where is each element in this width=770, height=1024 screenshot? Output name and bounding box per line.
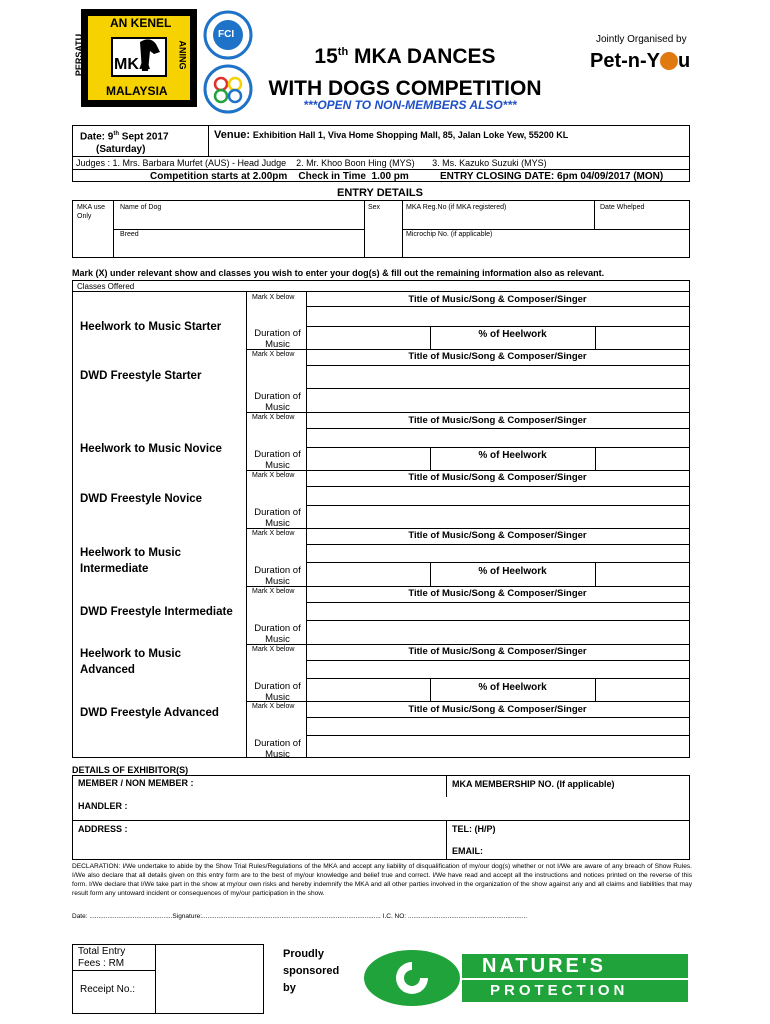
natures-protection-logo <box>362 948 692 1008</box>
member-field: MEMBER / NON MEMBER : <box>78 778 194 788</box>
duration-label: Duration of Music <box>254 623 301 645</box>
address-field: ADDRESS : <box>78 824 128 834</box>
open-note: ***OPEN TO NON-MEMBERS ALSO*** <box>303 98 517 112</box>
pct-heelwork-label: % of Heelwork <box>478 450 547 461</box>
class-heelwork-novice: Heelwork to Music Novice <box>80 443 222 455</box>
mark-x-label: Mark X below <box>252 703 295 710</box>
mka-logo-left-text: PERSATU <box>74 33 85 77</box>
pct-heelwork-label: % of Heelwork <box>478 682 547 693</box>
competition-start: Competition starts at 2.00pm Check in Time 1.00 pm <box>150 171 409 182</box>
sex-label: Sex <box>368 204 381 211</box>
mark-x-label: Mark X below <box>252 294 295 301</box>
handler-field: HANDLER : <box>78 801 128 811</box>
mark-x-label: Mark X below <box>252 472 295 479</box>
title-music-label: Title of Music/Song & Composer/Singer <box>408 294 587 305</box>
class-heelwork-intermediate: Heelwork to Music Intermediate <box>80 547 181 575</box>
mka-logo-right-text: ANING <box>177 40 188 70</box>
tel-field: TEL: (H/P) <box>452 824 496 834</box>
mka-logo-top-text: AN KENEL <box>110 16 172 30</box>
dog-face-icon <box>660 52 678 70</box>
title-music-label: Title of Music/Song & Composer/Singer <box>408 588 587 599</box>
mark-x-label: Mark X below <box>252 351 295 358</box>
closing-date: ENTRY CLOSING DATE: 6pm 04/09/2017 (MON) <box>440 171 664 182</box>
protection-text: PROTECTION <box>490 982 629 999</box>
mka-logo-bottom-text: MALAYSIA <box>106 84 168 98</box>
class-dwd-novice: DWD Freestyle Novice <box>80 493 203 505</box>
duration-label: Duration of Music <box>254 738 301 760</box>
natures-text: NATURE'S <box>482 955 606 977</box>
duration-label: Duration of Music <box>254 391 301 413</box>
exhibitor-heading: DETAILS OF EXHIBITOR(S) <box>72 765 189 775</box>
mka-use-label: MKA use Only <box>77 204 106 220</box>
date-whelped-label: Date Whelped <box>600 204 645 211</box>
mka-logo-mka-text: MKA <box>114 56 151 73</box>
venue-field: Venue: Exhibition Hall 1, Viva Home Shopping Mall, 85, Jalan Loke Yew, 55200 KL <box>214 129 569 141</box>
title-music-label: Title of Music/Song & Composer/Singer <box>408 646 587 657</box>
duration-label: Duration of Music <box>254 449 301 471</box>
fci-logo-text: FCI <box>218 29 235 40</box>
reg-no-label: MKA Reg.No (if MKA registered) <box>406 204 507 211</box>
duration-label: Duration of Music <box>254 681 301 703</box>
duration-label: Duration of Music <box>254 507 301 529</box>
microchip-label: Microchip No. (if applicable) <box>406 231 493 238</box>
title-music-label: Title of Music/Song & Composer/Singer <box>408 530 587 541</box>
mark-x-label: Mark X below <box>252 646 295 653</box>
jointly-organised: Jointly Organised by <box>596 34 687 45</box>
sign-line: Date: ..............................................Signature:................................................................................................... I.C. NO: .................................................................. <box>72 913 528 920</box>
membership-no-field: MKA MEMBERSHIP NO. (If applicable) <box>452 779 615 789</box>
mark-x-label: Mark X below <box>252 588 295 595</box>
page-title: 15th MKA DANCES WITH DOGS COMPETITION <box>268 45 542 100</box>
title-music-label: Title of Music/Song & Composer/Singer <box>408 351 587 362</box>
entry-heading: ENTRY DETAILS <box>337 187 423 199</box>
name-of-dog-label: Name of Dog <box>120 204 162 211</box>
pct-heelwork-label: % of Heelwork <box>478 329 547 340</box>
class-dwd-advanced: DWD Freestyle Advanced <box>80 707 219 719</box>
breed-label: Breed <box>120 231 139 238</box>
mark-x-label: Mark X below <box>252 414 295 421</box>
title-music-label: Title of Music/Song & Composer/Singer <box>408 704 587 715</box>
class-dwd-intermediate: DWD Freestyle Intermediate <box>80 606 233 618</box>
duration-label: Duration of Music <box>254 328 301 350</box>
judges-line: Judges : 1. Mrs. Barbara Murfet (AUS) - Head Judge 2. Mr. Khoo Boon Hing (MYS) 3. Ms. Kazuko Suzuki (MYS) <box>76 158 547 168</box>
pct-heelwork-label: % of Heelwork <box>478 566 547 577</box>
title-music-label: Title of Music/Song & Composer/Singer <box>408 472 587 483</box>
mka-logo <box>74 8 198 108</box>
receipt-label: Receipt No.: <box>80 984 136 995</box>
petnyou-logo: Pet-n-Y u <box>590 50 691 72</box>
fci-logo <box>203 10 253 60</box>
date-field: Date: 9th Sept 2017 (Saturday) <box>80 131 169 156</box>
declaration-text: DECLARATION: I/We undertake to abide by the Show Trial Rules/Regulations of the MKA and accept any liability of disqualification of my/our dog(s) whether or not I/We are aware of any breach of Show Rules. I/We also declare that all details given on this entry form are to the best of my/our knowledge and belief true and correct. I/We have read and accept all the instructions and notices printed on the reverse of this form. I/We declare that I/We take part in the show at my/our own risks and hereby indemnify the MKA and all other parties involved in the organization of the show against any and all claims and liabilities that may result form any untoward incident or consequences of my/our participation in the show. <box>72 863 692 897</box>
fees-label: Total Entry Fees : RM <box>78 946 126 969</box>
mark-x-label: Mark X below <box>252 530 295 537</box>
duration-label: Duration of Music <box>254 565 301 587</box>
title-music-label: Title of Music/Song & Composer/Singer <box>408 415 587 426</box>
rings-logo <box>203 64 253 114</box>
classes-instruction: Mark (X) under relevant show and classes you wish to enter your dog(s) & fill out the remaining information also as relevant. <box>72 268 605 278</box>
classes-offered-label: Classes Offered <box>77 282 135 291</box>
class-dwd-starter: DWD Freestyle Starter <box>80 370 202 382</box>
sponsor-label: Proudly sponsored by <box>283 948 340 994</box>
email-field: EMAIL: <box>452 846 483 856</box>
class-heelwork-starter: Heelwork to Music Starter <box>80 321 222 333</box>
class-heelwork-advanced: Heelwork to Music Advanced <box>80 648 181 676</box>
